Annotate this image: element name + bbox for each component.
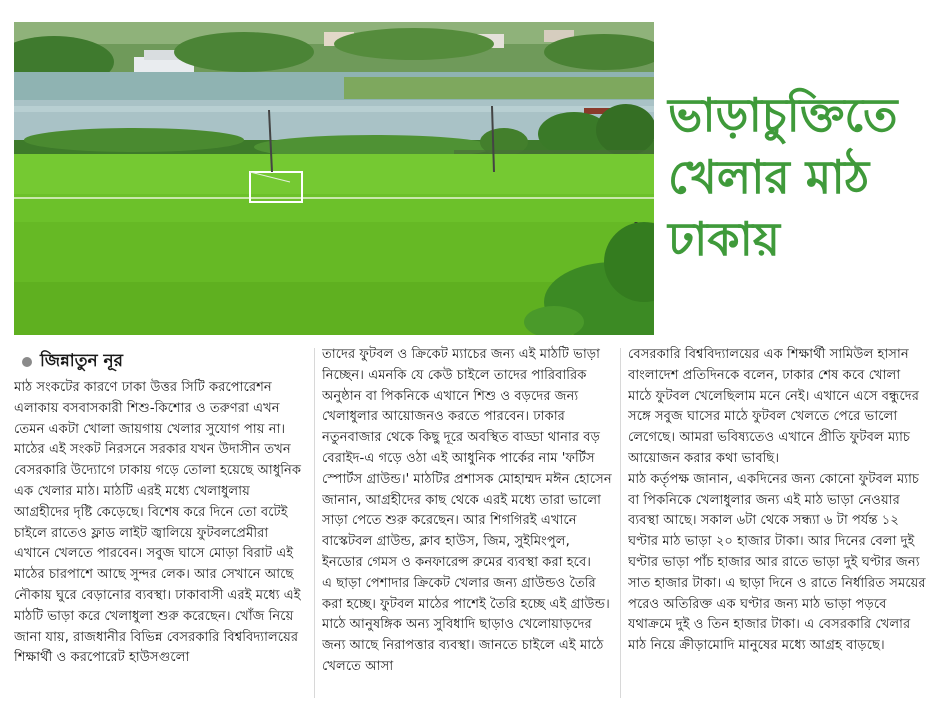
headline-line: খেলার মাঠ	[668, 150, 870, 204]
column-divider	[620, 348, 621, 698]
byline	[22, 351, 123, 373]
football-field-illustration	[14, 22, 654, 335]
headline	[668, 84, 928, 270]
article-column-3	[628, 345, 926, 700]
article-photo	[14, 22, 654, 335]
headline-line: ভাড়াচুক্তিতে	[668, 88, 898, 142]
paragraph: এ ছাড়া পেশাদার ক্রিকেট খেলার জন্য গ্রাউন্ডও তৈরি করা হচ্ছে। ফুটবল মাঠের পাশেই তৈরি হচ্ছে এই গ্রাউন্ড। মাঠে আনুষঙ্গিক অন্য সুবিধাদি ছাড়াও খেলোয়াড়দের জন্য আছে নিরাপত্তার ব্যবস্থা। জানতে চাইলে এই মাঠে খেলতে আসা	[322, 575, 610, 674]
paragraph: মাঠ সংকটের কারণে ঢাকা উত্তর সিটি করপোরেশন এলাকায় বসবাসকারী শিশু-কিশোর ও তরুণরা এখন তেমন একটা খোলা জায়গায় খেলার সুযোগ পায় না। মাঠের এই সংকট নিরসনে সরকার যখন উদাসীন তখন বেসরকারি উদ্যোগে ঢাকায় গড়ে তোলা হয়েছে আধুনিক এক খেলার মাঠ। মাঠটি এরই মধ্যে খেলাধুলায় আগ্রহীদের দৃষ্টি কেড়েছে। বিশেষ করে দিনে তো বটেই চাইলে রাতেও ফ্লাড লাইট জ্বালিয়ে ফুটবলপ্রেমীরা এখানে খেলতে পারবেন। সবুজ ঘাসে মোড়া বিরাট এই মাঠের চারপাশে আছে সুন্দর লেক। আর সেখানে আছে নৌকায় ঘুরে বেড়ানোর ব্যবস্থা। ঢাকাবাসী এরই মধ্যে এই মাঠটি ভাড়া করে খেলাধুলা শুরু করেছেন। খোঁজ নিয়ে জানা যায়, রাজধানীর বিভিন্ন বেসরকারি বিশ্ববিদ্যালয়ের শিক্ষার্থী ও করপোরেট হাউসগুলো	[14, 380, 302, 666]
paragraph: মাঠ কর্তৃপক্ষ জানান, একদিনের জন্য কোনো ফুটবল ম্যাচ বা পিকনিকে খেলাধুলার জন্য এই মাঠ ভাড়া নেওয়ার ব্যবস্থা আছে। সকাল ৬টা থেকে সন্ধ্যা ৬ টা পর্যন্ত ১২ ঘণ্টার মাঠ ভাড়া ২০ হাজার টাকা। আর দিনের বেলা দুই ঘণ্টার ভাড়া পাঁচ হাজার আর রাতে ভাড়া দুই ঘণ্টার জন্য সাত হাজার টাকা। এ ছাড়া দিনে ও রাতে নির্ধারিত সময়ের পরেও অতিরিক্ত এক ঘণ্টার জন্য মাঠ ভাড়া পড়বে যথাক্রমে দুই ও তিন হাজার টাকা। এ বেসরকারি খেলার মাঠ নিয়ে ক্রীড়ামোদি মানুষের মধ্যে আগ্রহ বাড়ছে।	[628, 471, 926, 654]
column-divider	[314, 348, 315, 698]
article-column-1	[14, 378, 304, 696]
headline-line: ঢাকায়	[668, 212, 780, 266]
paragraph: বেসরকারি বিশ্ববিদ্যালয়ের এক শিক্ষার্থী সামিউল হাসান বাংলাদেশ প্রতিদিনকে বলেন, ঢাকার শেষ কবে খোলা মাঠে ফুটবল খেলেছিলাম মনে নেই। এখানে এসে বন্ধুদের সঙ্গে সবুজ ঘাসের মাঠে ফুটবল খেলতে পেরে ভালো লেগেছে। আমরা ভবিষ্যতেও এখানে প্রীতি ফুটবল ম্যাচ আয়োজন করার কথা ভাবছি।	[628, 347, 919, 466]
author-name: জিন্নাতুন নূর	[40, 351, 124, 371]
top-rule	[0, 0, 933, 6]
paragraph: তাদের ফুটবল ও ক্রিকেট ম্যাচের জন্য এই মাঠটি ভাড়া নিচ্ছেন। এমনকি যে কেউ চাইলে তাদের পারিবারিক অনুষ্ঠান বা পিকনিকে এখানে শিশু ও বড়দের জন্য খেলাধুলার আয়োজনও করতে পারবেন। ঢাকার নতুনবাজার থেকে কিছু দূরে অবস্থিত বাড্ডা থানার বড় বেরাইদ-এ গড়ে ওঠা এই আধুনিক পার্কের নাম 'ফর্টিস স্পোর্টস গ্রাউন্ড।' মাঠটির প্রশাসক মোহাম্মদ মঈন হোসেন জানান, আগ্রহীদের কাছ থেকে এরই মধ্যে তারা ভালো সাড়া পেতে শুরু করেছেন। আর শিগগিরই এখানে বাস্কেটবল গ্রাউন্ড, ক্লাব হাউস, জিম, সুইমিংপুল, ইনডোর গেমস ও কনফারেন্স রুমের ব্যবস্থা করা হবে।	[322, 347, 612, 570]
article-column-2	[322, 345, 614, 700]
bullet-icon	[22, 357, 32, 367]
